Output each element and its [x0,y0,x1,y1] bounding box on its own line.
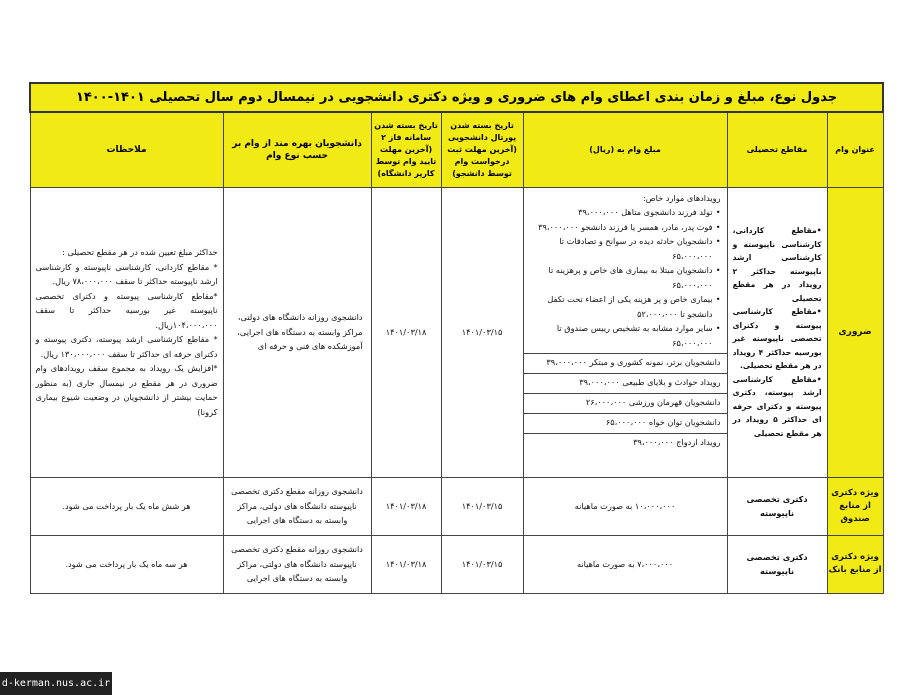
site-url-watermark: d-kerman.nus.ac.ir [0,672,112,695]
portal-close-date: ۱۴۰۱/۰۳/۱۵ [441,477,523,535]
amount-extra-item: رویداد حوادث و بلایای طبیعی ۳۹،۰۰۰،۰۰۰ [524,374,727,394]
header-phase2-close: تاریخ بسته شدن سامانه فاز ۲ (آخرین مهلت تایید وام توسط کارپر دانشگاه) [371,112,441,187]
amount-extra-item: دانشجویان برتر، نمونه کشوری و مبتکر ۳۹،۰۰۰،۰۰۰ [524,354,727,374]
amount-extra-item: دانشجویان قهرمان ورزشی ۲۶،۰۰۰،۰۰۰ [524,394,727,414]
note-line: * مقاطع کارشناسی ارشد پیوسته، دکتری پیوسته و دکترای حرفه ای حداکثر تا سقف ۱۳۰،۰۰۰،۰۰۰ ریال. [35,334,218,359]
phase2-close-date: ۱۴۰۱/۰۳/۱۸ [371,187,441,477]
amount-cell: ۱۰،۰۰۰،۰۰۰ به صورت ماهیانه [523,477,727,535]
amount-cell [523,187,727,477]
note-line: * مقاطع کاردانی، کارشناسی ناپیوسته و کارشناسی ارشد ناپیوسته حداکثر تا سقف ۷۸،۰۰۰،۰۰۰ ریال. [35,261,218,286]
special-event-item: • سایر موارد مشابه به تشخیص رییس صندوق تا ۶۵،۰۰۰،۰۰۰ [530,321,721,350]
eligible-cell: دانشجوی روزانه دانشگاه های دولتی، مراکز وابسته به دستگاه های اجرایی، آموزشکده های فنی و حرفه ای [223,187,371,477]
phase2-close-date: ۱۴۰۱/۰۳/۱۸ [371,477,441,535]
note-line: *مقاطع کارشناسی پیوسته و دکترای تخصصی ناپیوسته غیر بورسیه حداکثر تا سقف ۱۰۴،۰۰۰،۰۰۰ریال. [35,290,218,330]
amount-extra-item: رویداد ازدواج ۳۹،۰۰۰،۰۰۰ [633,437,721,447]
level-item: •مقاطع کارشناسی ارشد پیوسته، دکتری پیوسته و دکترای حرفه ای حداکثر ۵ رویداد در هر مقطع تحصیلی [732,374,822,438]
special-events-intro: رویدادهای موارد خاص: [643,192,721,203]
special-event-item: • دانشجویان حادثه دیده در سوانح و تصادفات تا ۶۵،۰۰۰،۰۰۰ [530,234,721,263]
phase2-close-date: ۱۴۰۱/۰۳/۱۸ [371,535,441,593]
level-cell: دکتری تخصصی ناپیوسته [727,477,827,535]
table-row [30,535,883,593]
level-item: •مقاطع کارشناسی پیوسته و دکترای تخصصی ناپیوسته غیر بورسیه حداکثر ۴ رویداد در هر مقطع تحصیلی. [732,307,822,370]
level-cell: دکتری تخصصی ناپیوسته [727,535,827,593]
notes-cell [30,187,223,477]
notes-cell: هر شش ماه یک بار پرداخت می شود. [30,477,223,535]
levels-cell [727,187,827,477]
header-loan-title: عنوان وام [827,112,883,187]
special-event-item: • تولد فرزند دانشجوی متاهل ۳۹،۰۰۰،۰۰۰ [530,205,721,220]
special-events-block [524,188,727,355]
amount-extra-item: دانشجویان توان خواه ۶۵،۰۰۰،۰۰۰ [524,414,727,434]
header-eligible: دانشجویان بهره مند از وام بر حسب نوع وام [223,112,371,187]
header-level: مقاطع تحصیلی [727,112,827,187]
portal-close-date: ۱۴۰۱/۰۳/۱۵ [441,535,523,593]
notes-cell: هر سه ماه یک بار پرداخت می شود. [30,535,223,593]
header-amount: مبلغ وام به (ریال) [523,112,727,187]
special-event-item: • بیماری خاص و پر هزینه یکی از اعضاء تحت تکفل دانشجو تا ۵۲،۰۰۰،۰۰۰ [530,292,721,321]
loan-title-cell: ویژه دکتری از منابع صندوق [827,477,883,535]
loan-title-cell: ضروری [827,187,883,477]
special-event-item: • دانشجویان مبتلا به بیماری های خاص و پرهزینه تا ۶۵،۰۰۰،۰۰۰ [530,263,721,292]
header-portal-close: تاریخ بسته شدن پورتال دانشجویی (آخرین مهلت ثبت درخواست وام توسط دانشجو) [441,112,523,187]
table-row [30,477,883,535]
note-line: *افزایش یک رویداد به مجموع سقف رویدادهای وام ضروری در هر مقطع در نیمسال جاری (به منظور حمایت بیشتر از دانشجویان در وضعیت شیوع بیماری کرونا) [35,363,218,417]
eligible-cell: دانشجوی روزانه مقطع دکتری تخصصی ناپیوسته دانشگاه های دولتی، مراکز وابسته به دستگاه های اجرایی [223,535,371,593]
note-line: حداکثر مبلغ تعیین شده در هر مقطع تحصیلی : [61,247,218,257]
loan-table [29,82,884,594]
portal-close-date: ۱۴۰۱/۰۳/۱۵ [441,187,523,477]
table-row [30,187,883,477]
loan-table-sheet [29,82,882,594]
table-title: جدول نوع، مبلغ و زمان بندی اعطای وام های ضروری و ویژه دکتری دانشجویی در نیمسال دوم سال تحصیلی ۱۴۰۱-۱۴۰۰ [30,83,883,112]
special-event-item: • فوت پدر، مادر، همسر یا فرزند دانشجو ۳۹،۰۰۰،۰۰۰ [530,220,721,235]
level-item: •مقاطع کاردانی، کارشناسی ناپیوسته و کارشناسی ارشد ناپیوسته حداکثر ۲ رویداد در هر مقطع تحصیلی [732,226,822,303]
header-notes: ملاحظات [30,112,223,187]
loan-title-cell: ویژه دکتری از منابع بانک [827,535,883,593]
eligible-cell: دانشجوی روزانه مقطع دکتری تخصصی ناپیوسته دانشگاه های دولتی، مراکز وابسته به دستگاه های اجرایی [223,477,371,535]
amount-cell: ۷،۰۰۰،۰۰۰ به صورت ماهیانه [523,535,727,593]
